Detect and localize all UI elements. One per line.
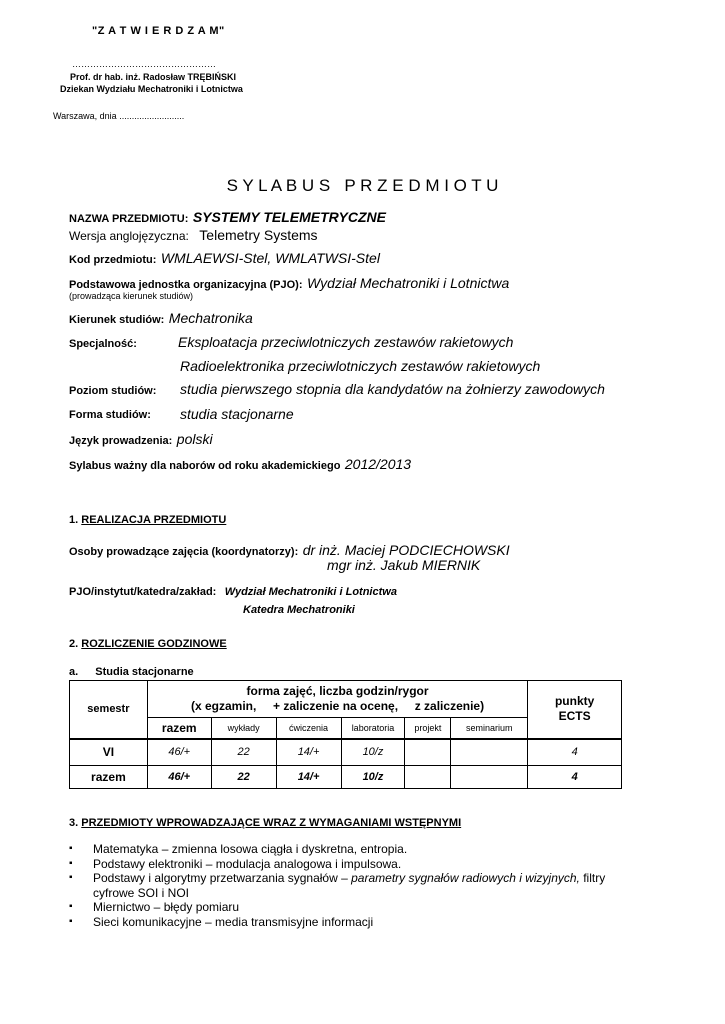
section1-number: 1. [69,514,79,526]
row-projekt [405,739,451,766]
page-title: S Y L A B U S P R Z E D M I O T U [226,176,499,195]
level-value: studia pierwszego stopnia dla kandydatów na żołnierzy zawodowych [180,381,605,397]
row-wyklady: 22 [211,739,276,766]
col-laboratoria: laboratoria [341,718,405,739]
approval-title: "Z A T W I E R D Z A M" [92,25,225,37]
code-value: WMLAEWSI-Stel, WMLATWSI-Stel [160,250,380,266]
form-value: studia stacjonarne [180,406,294,422]
valid-label: Sylabus ważny dla naborów od roku akademickiego [69,460,341,472]
list-item [69,871,629,900]
coord-1: dr inż. Maciej PODCIECHOWSKI [302,542,510,558]
group-header-line-1: forma zajęć, liczba godzin/rygor [246,684,429,698]
col-razem: razem [147,718,211,739]
unit-label: PJO/instytut/katedra/zakład: [69,586,217,598]
hours-table [69,680,622,789]
signature-line: ………………………………………… [72,59,216,69]
row-semestr: VI [70,739,148,766]
list-item: ▪ Sieci komunikacyjne – media transmisyjne informacji [69,915,629,930]
field-label: Kierunek studiów: [69,314,165,326]
ects-header-line-2: ECTS [558,709,591,724]
col-seminarium: seminarium [451,718,528,739]
pjo-note: (prowadząca kierunek studiów) [69,291,194,301]
spec-label: Specjalność: [69,338,137,350]
row-seminarium [451,739,528,766]
group-header-line-2: (x egzamin, + zaliczenie na ocenę, z zaliczenie) [190,699,485,713]
code-label: Kod przedmiotu: [69,254,157,266]
spec-value-1: Eksploatacja przeciwlotniczych zestawów rakietowych [178,334,514,350]
ects-header-line-1: punkty [554,694,595,709]
prerequisites-list [69,842,629,929]
col-cwiczenia: ćwiczenia [276,718,341,739]
unit-2: Katedra Mechatroniki [243,604,355,616]
valid-value: 2012/2013 [344,456,412,472]
place-date: Warszawa, dnia .......................... [53,111,185,121]
approval-signatory: Prof. dr hab. inż. Radosław TRĘBIŃSKI [70,72,237,82]
section1-title: REALIZACJA PRZEDMIOTU [81,514,227,526]
total-cwiczenia: 14/+ [276,766,341,789]
list-item-italic: parametry sygnałów radiowych i wizyjnych, [351,871,580,885]
subsection-title: Studia stacjonarne [95,666,194,678]
list-item: ▪ Podstawy elektroniki – modulacja analogowa i impulsowa. [69,857,629,872]
lang-value: polski [176,431,213,447]
level-label: Poziom studiów: [69,385,157,397]
lang-label: Język prowadzenia: [69,435,173,447]
col-projekt: projekt [405,718,451,739]
name-label: NAZWA PRZEDMIOTU: [69,213,189,225]
list-item-part: Podstawy i algorytmy przetwarzania sygnałów – [93,871,352,885]
total-wyklady: 22 [211,766,276,789]
total-seminarium [451,766,528,789]
coord-label: Osoby prowadzące zajęcia (koordynatorzy): [69,546,299,558]
row-laboratoria: 10/z [341,739,405,766]
list-item-part: filtry cyfrowe SOI i NOI [93,871,606,900]
table-row [70,739,622,766]
pjo-value: Wydział Mechatroniki i Lotnictwa [306,275,510,291]
total-razem: 46/+ [147,766,211,789]
section2-title: ROZLICZENIE GODZINOWE [81,638,227,650]
section3-number: 3. [69,817,79,829]
row-cwiczenia: 14/+ [276,739,341,766]
subsection-letter: a. [69,666,79,678]
total-semestr: razem [70,766,148,789]
row-razem: 46/+ [147,739,211,766]
field-value: Mechatronika [168,310,253,326]
pjo-label: Podstawowa jednostka organizacyjna (PJO): [69,279,303,291]
col-wyklady: wykłady [211,718,276,739]
ects-header [528,681,622,739]
total-laboratoria: 10/z [341,766,405,789]
total-projekt [405,766,451,789]
name-value: SYSTEMY TELEMETRYCZNE [192,209,386,225]
section2-number: 2. [69,638,79,650]
list-item: ▪ Miernictwo – błędy pomiaru [69,900,629,915]
row-ects: 4 [528,739,622,766]
english-value: Telemetry Systems [199,227,318,243]
english-label: Wersja anglojęzyczna: [69,229,189,243]
approval-role: Dziekan Wydziału Mechatroniki i Lotnictwa [60,84,243,94]
semestr-header: semestr [70,681,148,739]
group-header [147,681,527,718]
unit-1: Wydział Mechatroniki i Lotnictwa [224,586,397,598]
spec-value-2: Radioelektronika przeciwlotniczych zestawów rakietowych [180,358,541,374]
list-item: ▪ Matematyka – zmienna losowa ciągła i dyskretna, entropia. [69,842,629,857]
form-label: Forma studiów: [69,409,151,421]
section3-title: PRZEDMIOTY WPROWADZAJĄCE WRAZ Z WYMAGANIAMI WSTĘPNYMI [81,817,462,829]
coord-2: mgr inż. Jakub MIERNIK [327,557,481,573]
table-row [70,766,622,789]
total-ects: 4 [528,766,622,789]
